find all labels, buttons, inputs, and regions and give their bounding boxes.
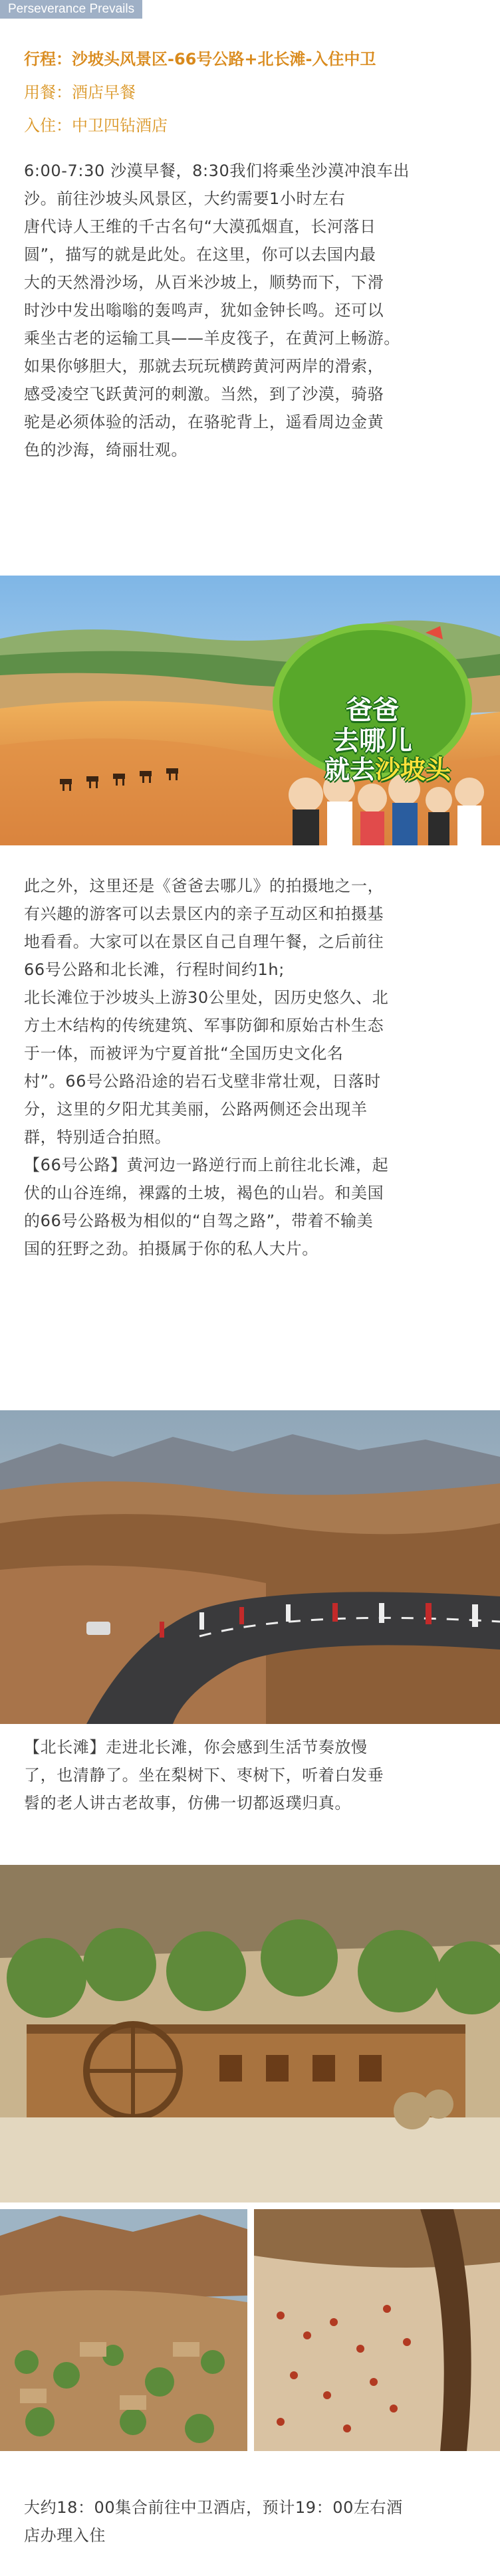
paragraph-route66-line: 此之外，这里还是《爸爸去哪儿》的拍摄地之一， [24, 877, 384, 895]
paragraph-route66-line: 【66号公路】黄河边一路逆行而上前往北长滩，起 [24, 1156, 389, 1174]
paragraph-route66-line: 有兴趣的游客可以去景区内的亲子互动区和拍摄基 [24, 905, 384, 923]
banner-title-line2: 去哪儿 [332, 726, 412, 756]
paragraph-route66-line: 分，这里的夕阳尤其美丽，公路两侧还会出现羊 [24, 1100, 368, 1119]
paragraph-shapotou-line: 沙。前往沙坡头风景区，大约需要1小时左右 [24, 189, 346, 208]
paragraph-route66-line: 国的狂野之劲。拍摄属于你的私人大片。 [24, 1239, 318, 1258]
paragraph-route66-line: 方土木结构的传统建筑、军事防御和原始古朴生态 [24, 1016, 384, 1035]
paragraph-beichangtan-line: 髫的老人讲古老故事，仿佛一切都返璞归真。 [24, 1794, 351, 1812]
shapotou-banner-image [0, 576, 500, 845]
paragraph-checkin [24, 2494, 476, 2549]
paragraph-route66-line: 伏的山谷连绵，裸露的土坡，褐色的山岩。和美国 [24, 1184, 384, 1202]
paragraph-shapotou-line: 色的沙海，绮丽壮观。 [24, 441, 188, 459]
paragraph-shapotou-line: 圆”，描写的就是此处。在这里，你可以去国内最 [24, 245, 376, 264]
beichangtan-building-image [0, 1865, 500, 2202]
paragraph-checkin-line: 店办理入住 [24, 2526, 106, 2545]
paragraph-shapotou-line: 如果你够胆大，那就去玩玩横跨黄河两岸的滑索， [24, 357, 384, 376]
itinerary-meals: 用餐：酒店早餐 [24, 83, 136, 102]
itinerary-stay: 入住：中卫四钻酒店 [24, 116, 168, 135]
paragraph-route66-line: 66号公路和北长滩，行程时间约1h; [24, 960, 285, 979]
banner-title [286, 695, 459, 756]
paragraph-route66-line: 于一体，而被评为宁夏首批“全国历史文化名 [24, 1044, 344, 1063]
dates-orchard-image [254, 2209, 500, 2451]
banner-title-line1: 爸爸 [346, 695, 399, 726]
itinerary-info [24, 43, 476, 142]
banner-sub-highlight: 沙坡头 [375, 755, 451, 784]
banner-sub-prefix: 就去 [324, 755, 375, 784]
itinerary-title: 行程：沙坡头风景区-66号公路+北长滩-入住中卫 [24, 50, 376, 68]
paragraph-shapotou-line: 时沙中发出嗡嗡的轰鸣声，犹如金钟长鸣。还可以 [24, 301, 384, 320]
village-valley-image [0, 2209, 247, 2451]
paragraph-route66-line: 群，特别适合拍照。 [24, 1128, 172, 1146]
route66-road-image [0, 1410, 500, 1724]
paragraph-route66-line: 北长滩位于沙坡头上游30公里处，因历史悠久、北 [24, 988, 389, 1007]
paragraph-route66-line: 村”。66号公路沿途的岩石戈壁非常壮观，日落时 [24, 1072, 381, 1091]
paragraph-beichangtan-line: 【北长滩】走进北长滩，你会感到生活节奏放慢 [24, 1738, 368, 1757]
paragraph-shapotou-line: 感受凌空飞跃黄河的刺激。当然，到了沙漠，骑骆 [24, 385, 384, 403]
paragraph-shapotou-line: 大的天然滑沙场，从百米沙坡上，顺势而下，下滑 [24, 273, 384, 292]
paragraph-shapotou-line: 驼是必须体验的活动，在骆驼背上，遥看周边金黄 [24, 413, 384, 431]
paragraph-beichangtan [24, 1733, 476, 1817]
paragraph-shapotou-line: 唐代诗人王维的千古名句“大漠孤烟直，长河落日 [24, 217, 376, 236]
paragraph-route66-beichangtan [24, 872, 476, 1263]
banner-subtitle [311, 755, 464, 784]
paragraph-beichangtan-line: 了，也清静了。坐在梨树下、枣树下，听着白发垂 [24, 1766, 384, 1784]
paragraph-route66-line: 地看看。大家可以在景区自己自理午餐，之后前往 [24, 932, 384, 951]
paragraph-shapotou [24, 157, 476, 464]
watermark-tag: Perseverance Prevails [0, 0, 142, 19]
paragraph-checkin-line: 大约18：00集合前往中卫酒店，预计19：00左右酒 [24, 2498, 403, 2517]
paragraph-shapotou-line: 乘坐古老的运输工具——羊皮筏子，在黄河上畅游。 [24, 329, 400, 348]
paragraph-shapotou-line: 6:00-7:30 沙漠早餐，8:30我们将乘坐沙漠冲浪车出 [24, 161, 410, 180]
paragraph-route66-line: 的66号公路极为相似的“自驾之路”，带着不输美 [24, 1212, 374, 1230]
